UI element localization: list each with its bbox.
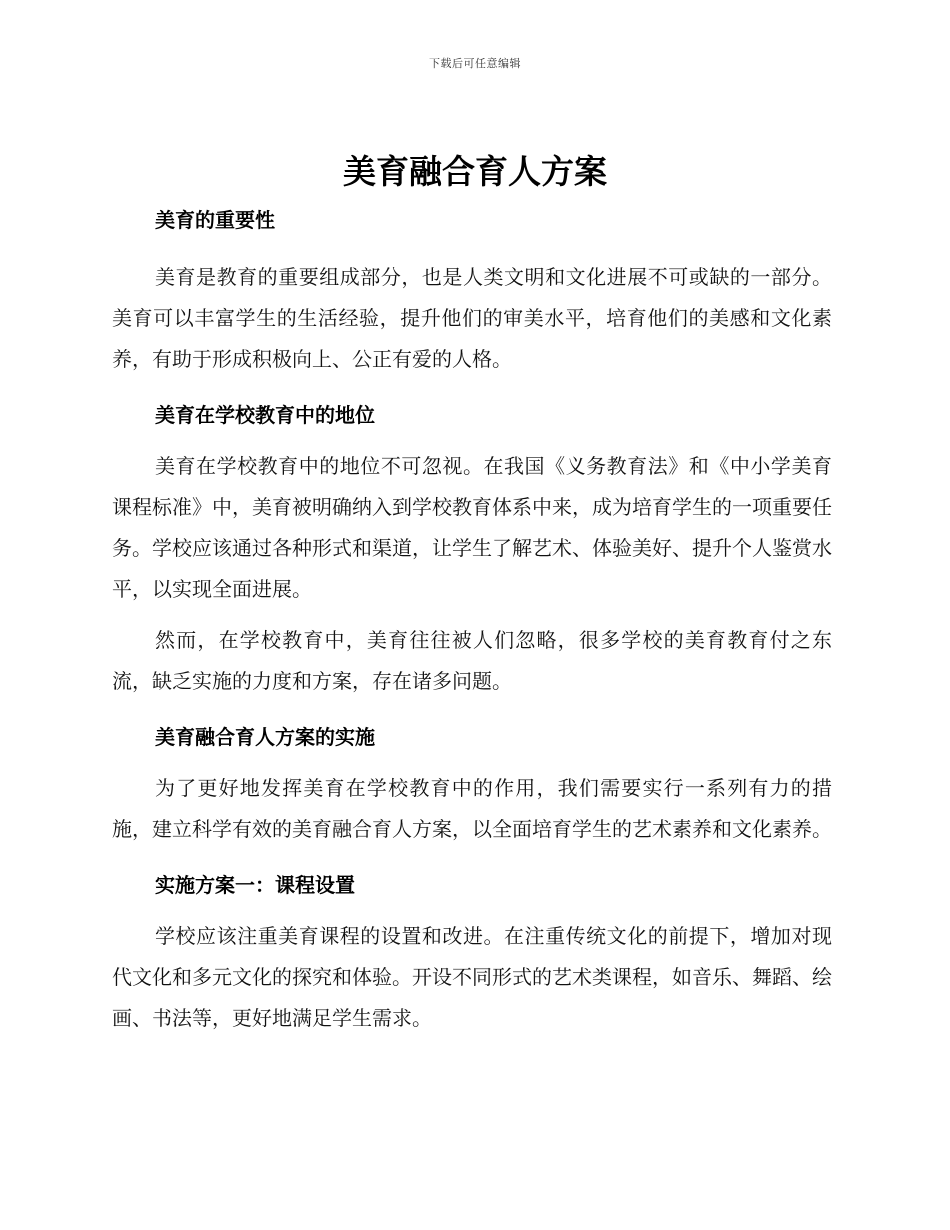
document-body	[112, 203, 832, 1039]
paragraph-implementation: 为了更好地发挥美育在学校教育中的作用，我们需要实行一系列有力的措施，建立科学有效的美育融合育人方案，以全面培育学生的艺术素养和文化素养。	[112, 776, 832, 841]
paragraph-status-2: 然而，在学校教育中，美育往往被人们忽略，很多学校的美育教育付之东流，缺乏实施的力度和方案，存在诸多问题。	[112, 628, 832, 693]
paragraph-status-1: 美育在学校教育中的地位不可忽视。在我国《义务教育法》和《中小学美育课程标准》中，美育被明确纳入到学校教育体系中来，成为培育学生的一项重要任务。学校应该通过各种形式和渠道，让学生了解艺术、体验美好、提升个人鉴赏水平，以实现全面进展。	[112, 454, 832, 601]
header-note: 下载后可任意编辑	[429, 57, 521, 70]
paragraph-importance: 美育是教育的重要组成部分，也是人类文明和文化进展不可或缺的一部分。美育可以丰富学生的生活经验，提升他们的审美水平，培育他们的美感和文化素养，有助于形成积极向上、公正有爱的人格。	[112, 265, 832, 371]
section-heading-importance: 美育的重要性	[155, 208, 275, 232]
document-title: 美育融合育人方案	[343, 152, 607, 191]
section-heading-implementation: 美育融合育人方案的实施	[155, 725, 375, 749]
section-heading-status: 美育在学校教育中的地位	[155, 403, 375, 427]
section-heading-plan-one: 实施方案一：课程设置	[155, 873, 355, 897]
paragraph-plan-one: 学校应该注重美育课程的设置和改进。在注重传统文化的前提下，增加对现代文化和多元文化的探究和体验。开设不同形式的艺术类课程，如音乐、舞蹈、绘画、书法等，更好地满足学生需求。	[112, 924, 832, 1030]
